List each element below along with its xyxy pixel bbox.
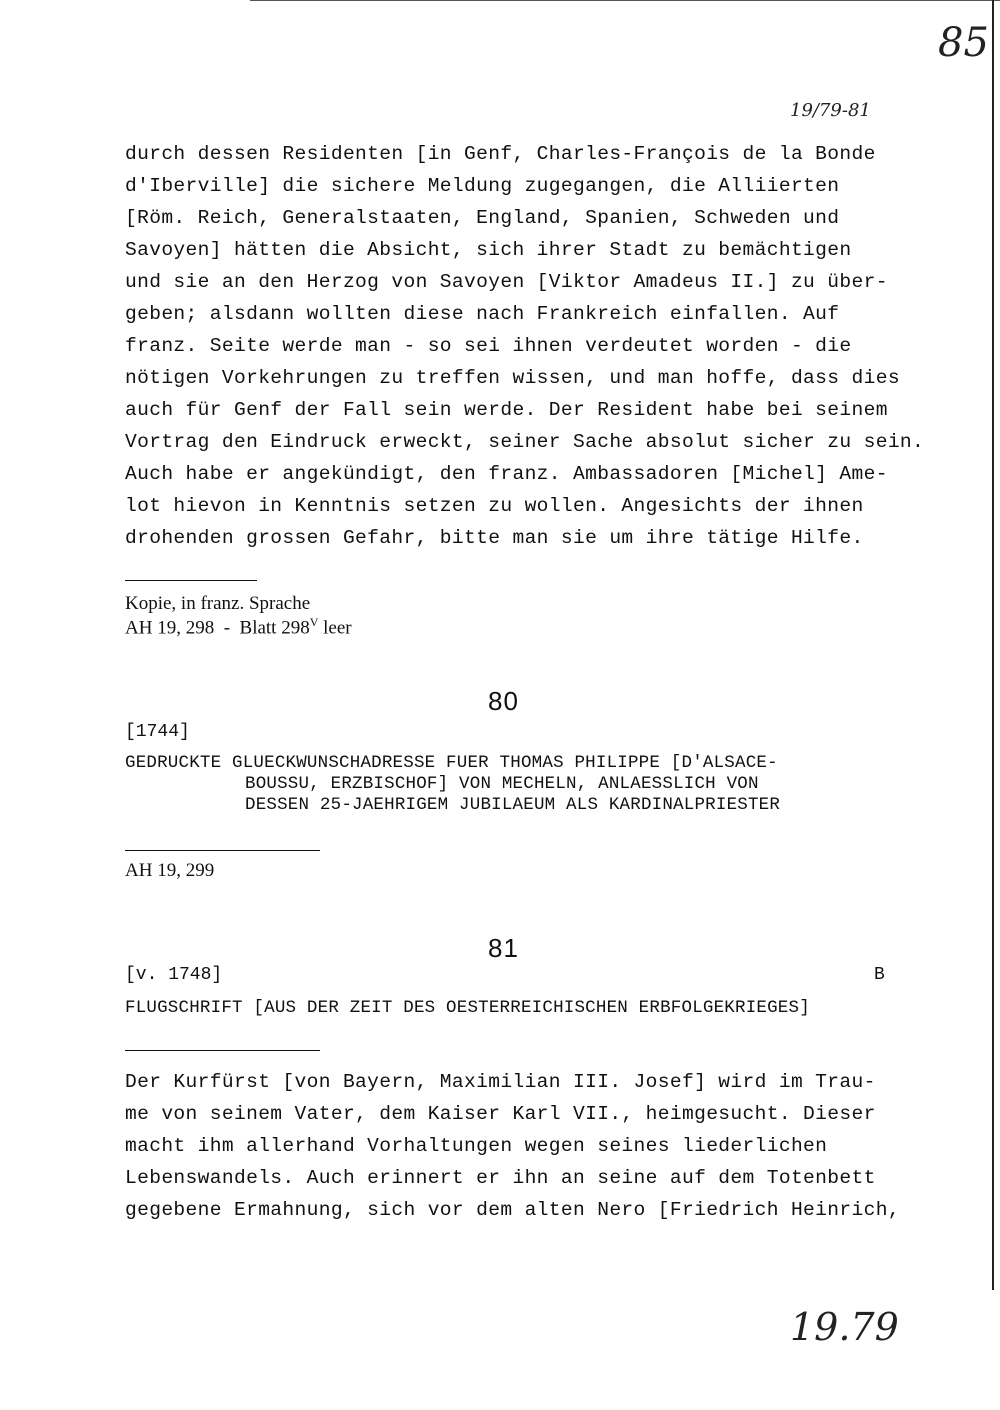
document-title: DESSEN 25-JAEHRIGEM JUBILAEUM ALS KARDINALPRIESTER xyxy=(245,795,781,815)
archive-reference xyxy=(125,615,352,639)
archive-reference-main: AH 19, 298 - Blatt 298 xyxy=(125,617,310,639)
body-line: franz. Seite werde man - so sei ihnen verdeutet worden - die xyxy=(125,335,852,357)
body-line: d'Iberville] die sichere Meldung zugegangen, die Alliierten xyxy=(125,175,840,197)
scan-edge-top xyxy=(250,0,1000,1)
body-line: gegebene Ermahnung, sich vor dem alten Nero [Friedrich Heinrich, xyxy=(125,1199,900,1221)
verso-mark: V xyxy=(309,615,319,629)
archive-reference: AH 19, 299 xyxy=(125,860,215,881)
handwritten-page-note: 19.79 xyxy=(790,1305,899,1349)
section-rule xyxy=(125,580,257,581)
section-rule xyxy=(125,1050,320,1051)
body-line: lot hievon in Kenntnis setzen zu wollen. Angesichts der ihnen xyxy=(125,495,864,517)
body-line: durch dessen Residenten [in Genf, Charles-François de la Bonde xyxy=(125,143,876,165)
handwritten-folio-number: 85 xyxy=(938,20,989,66)
document-date: [1744] xyxy=(125,722,190,742)
document-number: 81 xyxy=(488,933,519,963)
document-title: GEDRUCKTE GLUECKWUNSCHADRESSE FUER THOMAS PHILIPPE [D'ALSACE- xyxy=(125,753,778,773)
header-reference: 19/79-81 xyxy=(790,100,871,121)
body-line: Lebenswandels. Auch erinnert er ihn an seine auf dem Totenbett xyxy=(125,1167,876,1189)
body-line: Savoyen] hätten die Absicht, sich ihrer Stadt zu bemächtigen xyxy=(125,239,852,261)
body-line: Der Kurfürst [von Bayern, Maximilian III. Josef] wird im Trau- xyxy=(125,1071,876,1093)
document-date: [v. 1748] xyxy=(125,965,223,985)
section-rule xyxy=(125,850,320,851)
document-number: 80 xyxy=(488,686,519,716)
archive-reference-note: leer xyxy=(323,617,352,639)
source-note: Kopie, in franz. Sprache xyxy=(125,593,311,614)
body-line: geben; alsdann wollten diese nach Frankreich einfallen. Auf xyxy=(125,303,840,325)
body-line: me von seinem Vater, dem Kaiser Karl VII., heimgesucht. Dieser xyxy=(125,1103,876,1125)
body-line: drohenden grossen Gefahr, bitte man sie um ihre tätige Hilfe. xyxy=(125,527,864,549)
body-line: auch für Genf der Fall sein werde. Der Resident habe bei seinem xyxy=(125,399,888,421)
scan-edge-right xyxy=(992,0,994,1290)
document-marker: B xyxy=(874,965,885,985)
document-title: FLUGSCHRIFT [AUS DER ZEIT DES OESTERREICHISCHEN ERBFOLGEKRIEGES] xyxy=(125,998,810,1018)
body-line: Auch habe er angekündigt, den franz. Ambassadoren [Michel] Ame- xyxy=(125,463,888,485)
body-line: macht ihm allerhand Vorhaltungen wegen seines liederlichen xyxy=(125,1135,828,1157)
body-line: und sie an den Herzog von Savoyen [Viktor Amadeus II.] zu über- xyxy=(125,271,888,293)
body-line: nötigen Vorkehrungen zu treffen wissen, und man hoffe, dass dies xyxy=(125,367,900,389)
body-line: Vortrag den Eindruck erweckt, seiner Sache absolut sicher zu sein. xyxy=(125,431,925,453)
body-line: [Röm. Reich, Generalstaaten, England, Spanien, Schweden und xyxy=(125,207,840,229)
document-title: BOUSSU, ERZBISCHOF] VON MECHELN, ANLAESSLICH VON xyxy=(245,774,759,794)
